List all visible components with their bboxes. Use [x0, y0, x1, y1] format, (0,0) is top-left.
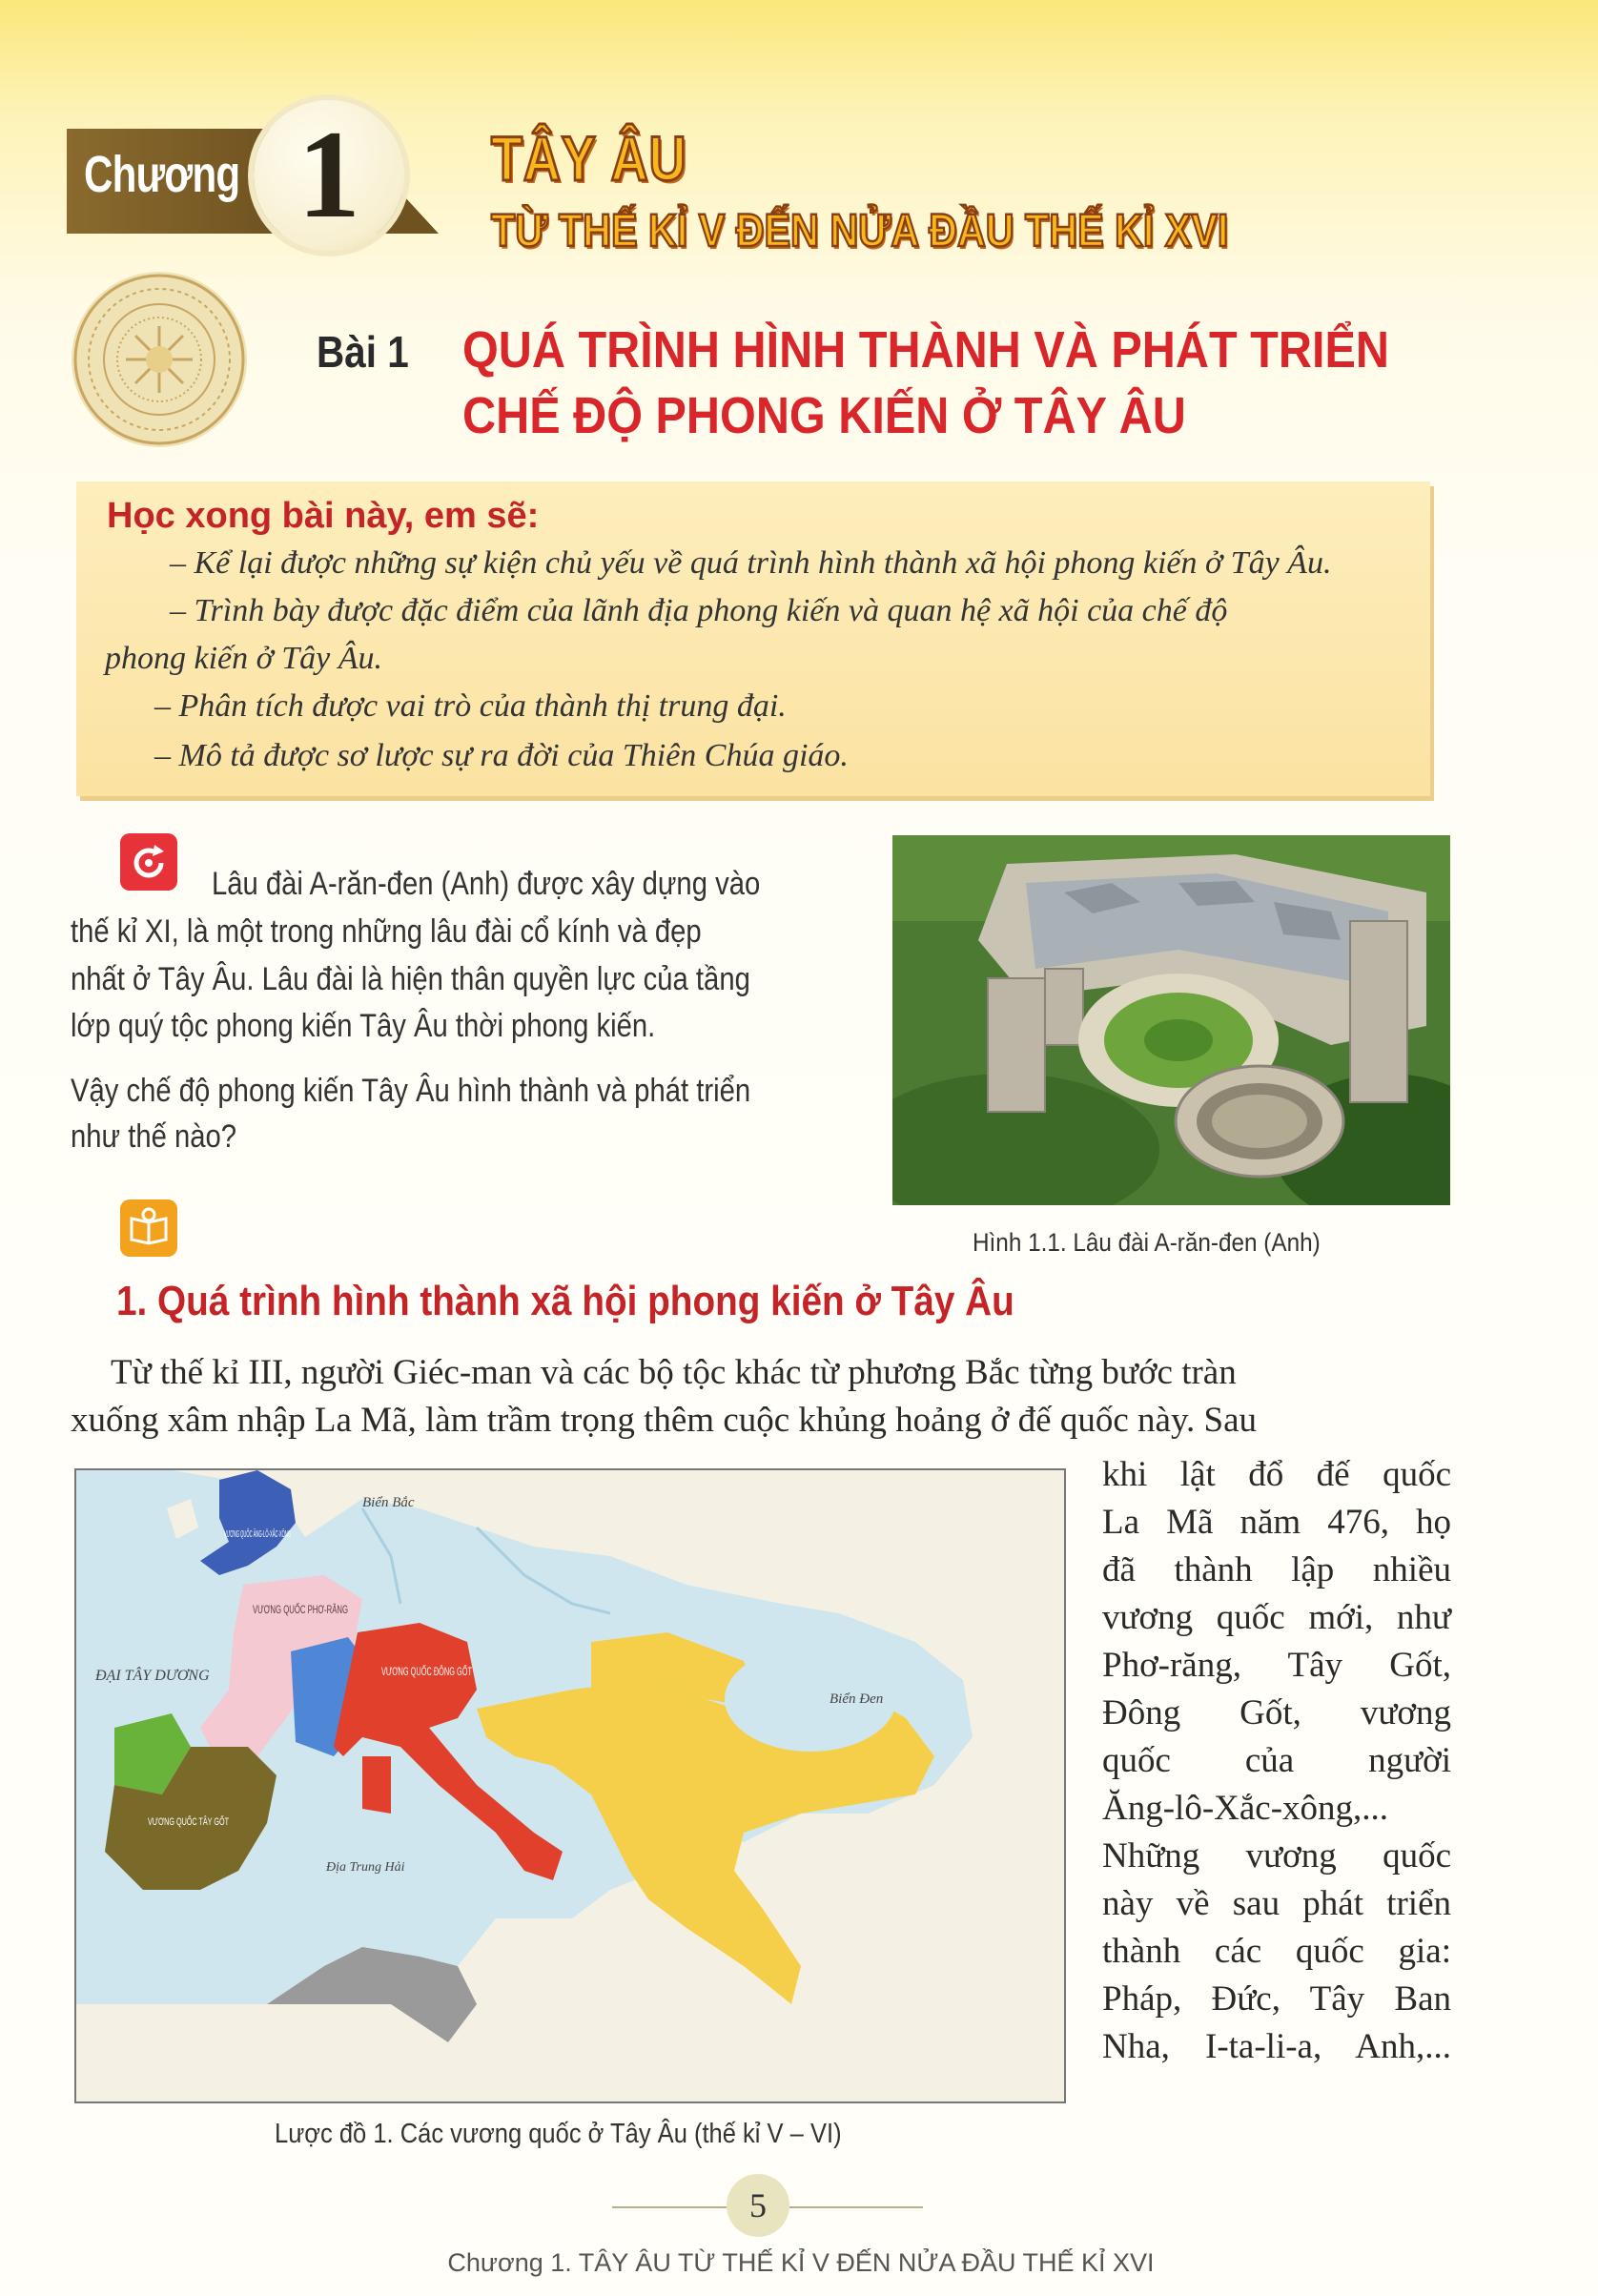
body-line: Ăng-lô-Xắc-xông,...	[1102, 1789, 1389, 1828]
chapter-word: Chương	[84, 146, 240, 203]
body-line: vương quốc mới, như	[1102, 1598, 1451, 1637]
footer-rule-right	[789, 2206, 923, 2208]
map-label-black-sea: Biển Đen	[830, 1691, 884, 1707]
body-line: thành các quốc gia:	[1102, 1932, 1451, 1971]
lesson-title-line1: QUÁ TRÌNH HÌNH THÀNH VÀ PHÁT TRIỂN	[462, 321, 1389, 379]
body-line: Những vương quốc	[1102, 1836, 1451, 1876]
arundel-castle-photo	[892, 835, 1450, 1205]
intro-line: Lâu đài A-răn-đen (Anh) được xây dựng vào	[212, 866, 761, 902]
map-label-frank: VƯƠNG QUỐC PHƠ-RĂNG	[253, 1603, 400, 1616]
intro-line: lớp quý tộc phong kiến Tây Âu thời phong kiến.	[71, 1008, 656, 1044]
body-line: Từ thế kỉ III, người Giéc-man và các bộ tộc khác từ phương Bắc từng bước tràn	[111, 1353, 1237, 1392]
intro-line: thế kỉ XI, là một trong những lâu đài cổ kính và đẹp	[71, 913, 702, 950]
objective-line: – Mô tả được sơ lược sự ra đời của Thiên Chúa giáo.	[154, 738, 849, 773]
bronze-drum-medallion-icon	[69, 269, 250, 450]
map-label-anglo-saxon	[224, 1527, 291, 1540]
footer-rule-left	[612, 2206, 727, 2208]
map-label-visigoth: VƯƠNG QUỐC TÂY GỐT	[148, 1816, 272, 1828]
lesson-label: Bài 1	[317, 327, 409, 377]
objective-line: – Phân tích được vai trò của thành thị trung đại.	[154, 688, 787, 724]
body-line: khi lật đổ đế quốc	[1102, 1455, 1451, 1494]
objective-line: phong kiến ở Tây Âu.	[105, 641, 383, 676]
chapter-number: 1	[297, 104, 360, 244]
map-label-north-sea: Biển Bắc	[362, 1495, 415, 1510]
objectives-heading: Học xong bài này, em sẽ:	[107, 496, 540, 536]
figure-caption: Hình 1.1. Lâu đài A-răn-đen (Anh)	[973, 1228, 1321, 1257]
intro-line: Vậy chế độ phong kiến Tây Âu hình thành và phát triển	[71, 1073, 751, 1109]
intro-line: như thế nào?	[71, 1118, 237, 1155]
lesson-title-line2: CHẾ ĐỘ PHONG KIẾN Ở TÂY ÂU	[462, 387, 1186, 444]
intro-line: nhất ở Tây Âu. Lâu đài là hiện thân quyền lực của tầng	[71, 961, 750, 997]
body-line: Phơ-răng, Tây Gốt,	[1102, 1646, 1451, 1685]
objective-line: – Trình bày được đặc điểm của lãnh địa phong kiến và quan hệ xã hội của chế độ	[170, 593, 1228, 628]
chapter-title-line1: TÂY ÂU	[491, 123, 687, 194]
body-line: quốc của người	[1102, 1741, 1451, 1780]
body-line: này về sau phát triển	[1102, 1884, 1451, 1923]
body-line: Nha, I-ta-li-a, Anh,...	[1102, 2027, 1451, 2066]
page-number: 5	[727, 2174, 789, 2237]
objective-line: – Kể lại được những sự kiện chủ yếu về quá trình hình thành xã hội phong kiến ở Tây Âu.	[170, 545, 1332, 581]
body-line: Pháp, Đức, Tây Ban	[1102, 1979, 1451, 2019]
body-line: xuống xâm nhập La Mã, làm trầm trọng thêm cuộc khủng hoảng ở đế quốc này. Sau	[71, 1401, 1258, 1440]
map-label-mediterranean: Địa Trung Hải	[326, 1860, 405, 1875]
body-line: đã thành lập nhiều	[1102, 1550, 1451, 1589]
kingdoms-map	[74, 1468, 1066, 2103]
warm-up-refresh-icon	[120, 833, 177, 891]
lesson-book-lightbulb-icon	[120, 1199, 177, 1257]
body-line: Đông Gốt, vương	[1102, 1693, 1451, 1732]
running-title: Chương 1. TÂY ÂU TỪ THẾ KỈ V ĐẾN NỬA ĐẦU THẾ KỈ XVI	[447, 2248, 1155, 2277]
map-label-atlantic: ĐẠI TÂY DƯƠNG	[95, 1668, 210, 1684]
map-caption: Lược đồ 1. Các vương quốc ở Tây Âu (thế kỉ V – VI)	[275, 2119, 842, 2149]
body-line: La Mã năm 476, họ	[1102, 1503, 1451, 1542]
map-label-ostrogoth: VƯƠNG QUỐC ĐÔNG GỐT	[381, 1665, 529, 1678]
section-heading: 1. Quá trình hình thành xã hội phong kiến ở Tây Âu	[116, 1278, 1014, 1324]
chapter-title-line2: TỪ THẾ KỈ V ĐẾN NỬA ĐẦU THẾ KỈ XVI	[491, 206, 1229, 256]
